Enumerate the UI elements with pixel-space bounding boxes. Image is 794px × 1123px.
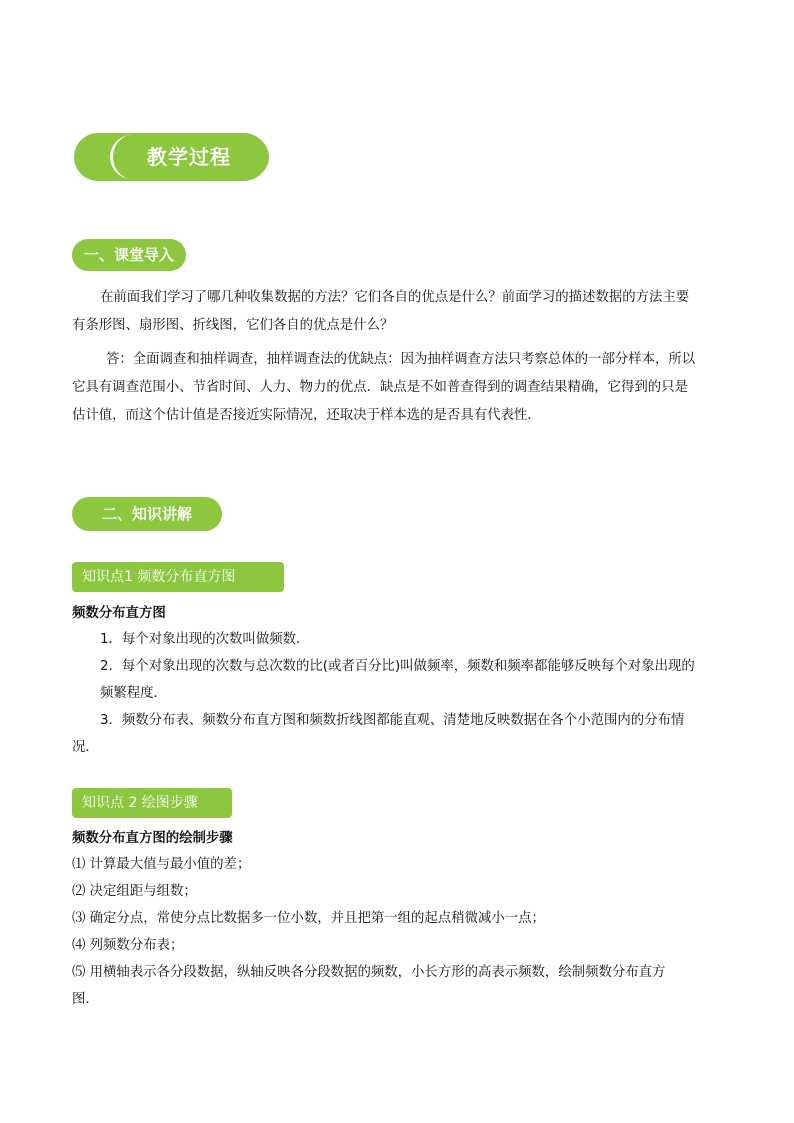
answer-line: 它具有调查范围小、节省时间、人力、物力的优点．缺点是不如普查得到的调查结果精确，它得到的只是 <box>72 380 688 395</box>
step-item: ⑷ 列频数分布表； <box>72 938 184 953</box>
answer-paragraph <box>72 346 724 430</box>
answer-line: 估计值，而这个估计值是否接近实际情况，还取决于样本选的是否具有代表性． <box>72 408 541 423</box>
step-item: ⑶ 确定分点，常使分点比数据多一位小数，并且把第一组的起点稍微减小一点； <box>72 911 545 926</box>
kp2-steps <box>72 851 724 1013</box>
answer-line: 答：全面调查和抽样调查，抽样调查法的优缺点：因为抽样调查方法只考察总体的一部分样本，所以 <box>106 352 696 367</box>
step-item: ⑵ 决定组距与组数； <box>72 884 197 899</box>
section-heading-intro: 一、课堂导入 <box>72 239 186 271</box>
kp1-heading: 频数分布直方图 <box>72 606 166 621</box>
list-item-continued: 况． <box>72 740 99 755</box>
list-item: 1．每个对象出现的次数叫做频数． <box>100 632 310 647</box>
kp2-heading: 频数分布直方图的绘制步骤 <box>72 831 233 846</box>
section-heading-knowledge: 二、知识讲解 <box>72 497 222 531</box>
step-item: ⑸ 用横轴表示各分段数据，纵轴反映各分段数据的频数，小长方形的高表示频数，绘制频数分布直方 <box>72 965 666 980</box>
kp1-list <box>72 626 724 761</box>
list-item: 3．频数分布表、频数分布直方图和频数折线图都能直观、清楚地反映数据在各个小范围内的分布情 <box>100 713 685 728</box>
intro-line: 有条形图、扇形图、折线图，它们各自的优点是什么？ <box>72 318 394 333</box>
intro-line: 在前面我们学习了哪几种收集数据的方法？它们各自的优点是什么？前面学习的描述数据的方法主要 <box>100 290 690 305</box>
section-banner <box>74 133 268 181</box>
list-item: 2．每个对象出现的次数与总次数的比(或者百分比)叫做频率，频数和频率都能够反映每个对象出现的 <box>100 659 695 674</box>
step-item-continued: 图． <box>72 992 99 1007</box>
list-item-continued: 频繁程度． <box>100 686 167 701</box>
knowledge-point-tag-1: 知识点1 频数分布直方图 <box>72 562 284 592</box>
banner-title: 教学过程 <box>147 145 231 169</box>
knowledge-point-tag-2: 知识点 2 绘图步骤 <box>72 788 232 818</box>
step-item: ⑴ 计算最大值与最小值的差； <box>72 857 251 872</box>
intro-paragraph <box>72 284 724 340</box>
